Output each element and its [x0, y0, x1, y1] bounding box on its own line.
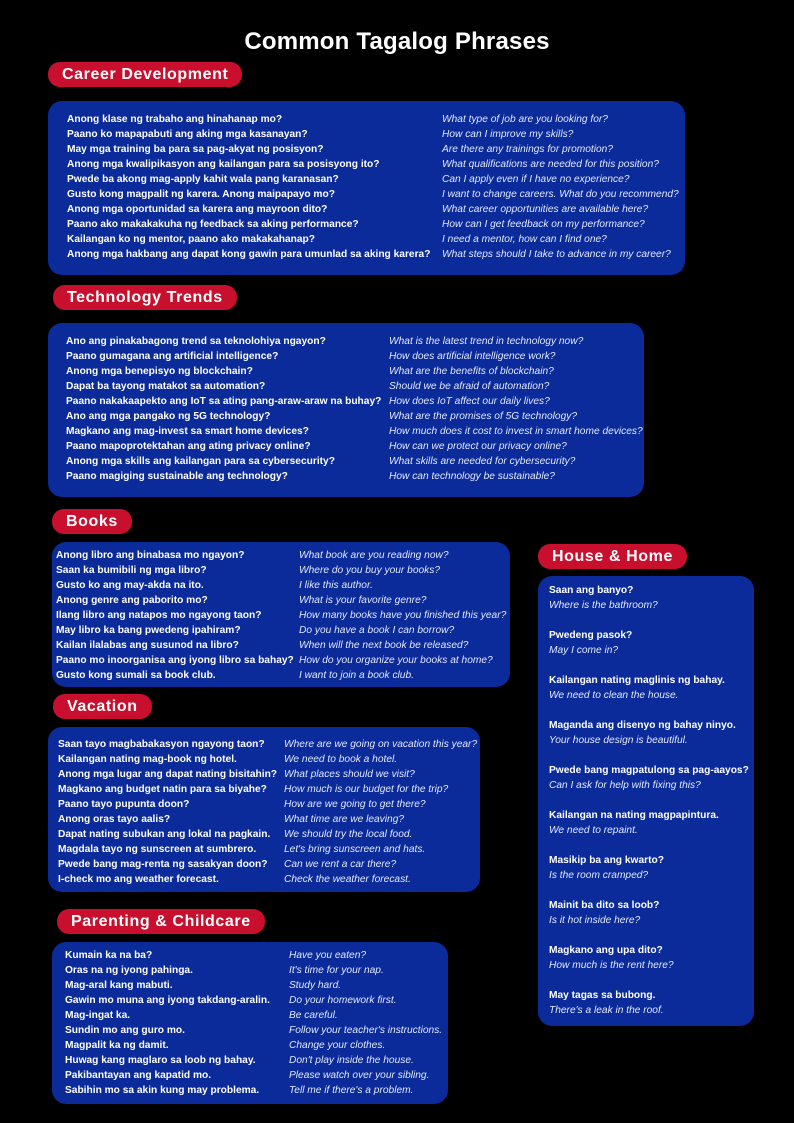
english-translation: What is your favorite genre?	[299, 595, 427, 606]
english-translation: How does artificial intelligence work?	[389, 351, 556, 362]
english-translation: When will the next book be released?	[299, 640, 469, 651]
vacation-heading: Vacation	[53, 694, 152, 719]
english-translation: What book are you reading now?	[299, 550, 449, 561]
vacation-phrase-row	[58, 797, 480, 812]
vacation-phrase-row	[58, 827, 480, 842]
technology-phrase-row	[66, 379, 644, 394]
english-translation: How can technology be sustainable?	[389, 471, 555, 482]
tagalog-phrase: Maganda ang disenyo ng bahay ninyo.	[549, 720, 736, 731]
tagalog-phrase: Paano mo inoorganisa ang iyong libro sa bahay?	[56, 655, 294, 666]
career-phrase-row	[67, 202, 685, 217]
tagalog-phrase: Pwede bang magpatulong sa pag-aayos?	[549, 765, 749, 776]
english-translation: What time are we leaving?	[284, 814, 405, 825]
page-title: Common Tagalog Phrases	[244, 28, 550, 55]
english-translation: Do your homework first.	[289, 995, 397, 1006]
vacation-phrase-row	[58, 752, 480, 767]
english-translation: There's a leak in the roof.	[549, 1005, 664, 1016]
english-translation: Where do you buy your books?	[299, 565, 441, 576]
house-phrase-item	[549, 898, 754, 928]
tagalog-phrase: Kailangan ko ng mentor, paano ako makakahanap?	[67, 234, 315, 245]
vacation-panel	[48, 727, 480, 892]
tagalog-phrase: Magkano ang budget natin para sa biyahe?	[58, 784, 267, 795]
english-translation: Study hard.	[289, 980, 342, 991]
vacation-phrase-row	[58, 812, 480, 827]
parenting-phrase-row	[65, 1083, 448, 1098]
books-phrase-row	[56, 668, 510, 683]
english-translation: What are the promises of 5G technology?	[389, 411, 578, 422]
tagalog-phrase: May mga training ba para sa pag-akyat ng posisyon?	[67, 144, 324, 155]
parenting-phrase-row	[65, 1053, 448, 1068]
parenting-phrase-row	[65, 963, 448, 978]
english-translation: Let's bring sunscreen and hats.	[284, 844, 426, 855]
tagalog-phrase: Gusto ko ang may-akda na ito.	[56, 580, 204, 591]
tagalog-phrase: Mainit ba dito sa loob?	[549, 900, 660, 911]
tagalog-phrase: Paano ko mapapabuti ang aking mga kasanayan?	[67, 129, 308, 140]
tagalog-phrase: Anong mga kwalipikasyon ang kailangan para sa posisyong ito?	[67, 159, 380, 170]
books-phrase-row	[56, 653, 510, 668]
tagalog-phrase: Gawin mo muna ang iyong takdang-aralin.	[65, 995, 270, 1006]
tagalog-phrase: Oras na ng iyong pahinga.	[65, 965, 193, 976]
tagalog-phrase: Sabihin mo sa akin kung may problema.	[65, 1085, 260, 1096]
english-translation: Are there any trainings for promotion?	[442, 144, 614, 155]
tagalog-phrase: Anong oras tayo aalis?	[58, 814, 171, 825]
tagalog-phrase: Paano mapoprotektahan ang ating privacy online?	[66, 441, 311, 452]
tagalog-phrase: Magkano ang upa dito?	[549, 945, 663, 956]
books-phrase-row	[56, 578, 510, 593]
tagalog-phrase: Huwag kang maglaro sa loob ng bahay.	[65, 1055, 256, 1066]
house-phrase-item	[549, 718, 754, 748]
tagalog-phrase: Anong mga lugar ang dapat nating bisitahin?	[58, 769, 278, 780]
tagalog-phrase: Kailangan nating mag-book ng hotel.	[58, 754, 237, 765]
english-translation: Check the weather forecast.	[284, 874, 411, 885]
house-phrase-item	[549, 763, 754, 793]
tagalog-phrase: Paano ako makakakuha ng feedback sa aking performance?	[67, 219, 359, 230]
english-translation: Where is the bathroom?	[549, 600, 658, 611]
technology-phrase-row	[66, 424, 644, 439]
technology-phrase-row	[66, 454, 644, 469]
tagalog-phrase: Magkano ang mag-invest sa smart home devices?	[66, 426, 309, 437]
parenting-phrase-row	[65, 978, 448, 993]
english-translation: How much is our budget for the trip?	[284, 784, 449, 795]
english-translation: Is it hot inside here?	[549, 915, 641, 926]
english-translation: Have you eaten?	[289, 950, 367, 961]
books-phrase-row	[56, 593, 510, 608]
tagalog-phrase: Paano tayo pupunta doon?	[58, 799, 190, 810]
books-phrase-row	[56, 638, 510, 653]
technology-panel	[48, 323, 644, 497]
career-heading: Career Development	[48, 62, 242, 87]
english-translation: Please watch over your sibling.	[289, 1070, 430, 1081]
house-phrase-item	[549, 808, 754, 838]
tagalog-phrase: Saan ka bumibili ng mga libro?	[56, 565, 207, 576]
tagalog-phrase: Saan tayo magbabakasyon ngayong taon?	[58, 739, 265, 750]
career-phrase-row	[67, 127, 685, 142]
english-translation: How does IoT affect our daily lives?	[389, 396, 550, 407]
house-heading: House & Home	[538, 544, 687, 569]
tagalog-phrase: Anong mga benepisyo ng blockchain?	[66, 366, 253, 377]
english-translation: How many books have you finished this year?	[299, 610, 507, 621]
english-translation: It's time for your nap.	[289, 965, 384, 976]
english-translation: How can I get feedback on my performance?	[442, 219, 645, 230]
english-translation: Can I apply even if I have no experience?	[442, 174, 630, 185]
parenting-phrase-row	[65, 1068, 448, 1083]
english-translation: We need to repaint.	[549, 825, 638, 836]
english-translation: Can we rent a car there?	[284, 859, 397, 870]
vacation-phrase-row	[58, 872, 480, 887]
english-translation: May I come in?	[549, 645, 619, 656]
tagalog-phrase: Ano ang pinakabagong trend sa teknolohiya ngayon?	[66, 336, 326, 347]
tagalog-phrase: Gusto kong magpalit ng karera. Anong maipapayo mo?	[67, 189, 335, 200]
english-translation: I want to change careers. What do you recommend?	[442, 189, 679, 200]
tagalog-phrase: Gusto kong sumali sa book club.	[56, 670, 216, 681]
tagalog-phrase: Paano gumagana ang artificial intelligence?	[66, 351, 279, 362]
technology-phrase-row	[66, 409, 644, 424]
english-translation: How much is the rent here?	[549, 960, 674, 971]
technology-phrase-row	[66, 349, 644, 364]
english-translation: What are the benefits of blockchain?	[389, 366, 554, 377]
english-translation: How are we going to get there?	[284, 799, 426, 810]
tagalog-phrase: I-check mo ang weather forecast.	[58, 874, 219, 885]
tagalog-phrase: Ilang libro ang natapos mo ngayong taon?	[56, 610, 262, 621]
house-panel	[538, 576, 754, 1026]
house-phrase-item	[549, 673, 754, 703]
house-phrase-item	[549, 943, 754, 973]
house-phrase-item	[549, 583, 754, 613]
vacation-phrase-row	[58, 767, 480, 782]
english-translation: What qualifications are needed for this position?	[442, 159, 659, 170]
tagalog-phrase: Pakibantayan ang kapatid mo.	[65, 1070, 212, 1081]
technology-phrase-row	[66, 394, 644, 409]
parenting-heading: Parenting & Childcare	[57, 909, 265, 934]
technology-phrase-row	[66, 334, 644, 349]
english-translation: What type of job are you looking for?	[442, 114, 608, 125]
tagalog-phrase: Saan ang banyo?	[549, 585, 634, 596]
english-translation: How can I improve my skills?	[442, 129, 574, 140]
career-phrase-row	[67, 187, 685, 202]
tagalog-phrase: Sundin mo ang guro mo.	[65, 1025, 185, 1036]
technology-phrase-row	[66, 469, 644, 484]
english-translation: How much does it cost to invest in smart home devices?	[389, 426, 643, 437]
english-translation: Be careful.	[289, 1010, 338, 1021]
english-translation: What places should we visit?	[284, 769, 415, 780]
english-translation: How do you organize your books at home?	[299, 655, 493, 666]
parenting-phrase-row	[65, 948, 448, 963]
tagalog-phrase: Magdala tayo ng sunscreen at sumbrero.	[58, 844, 257, 855]
career-phrase-row	[67, 112, 685, 127]
tagalog-phrase: Anong libro ang binabasa mo ngayon?	[56, 550, 245, 561]
tagalog-phrase: Dapat nating subukan ang lokal na pagkain.	[58, 829, 271, 840]
english-translation: What steps should I take to advance in my career?	[442, 249, 671, 260]
career-phrase-row	[67, 247, 685, 262]
books-phrase-row	[56, 548, 510, 563]
tagalog-phrase: Pwede bang mag-renta ng sasakyan doon?	[58, 859, 268, 870]
english-translation: We need to book a hotel.	[284, 754, 398, 765]
english-translation: Your house design is beautiful.	[549, 735, 688, 746]
career-panel	[48, 101, 685, 275]
english-translation: I want to join a book club.	[299, 670, 414, 681]
tagalog-phrase: Ano ang mga pangako ng 5G technology?	[66, 411, 271, 422]
tagalog-phrase: Paano nakakaapekto ang IoT sa ating pang-araw-araw na buhay?	[66, 396, 382, 407]
english-translation: We should try the local food.	[284, 829, 413, 840]
english-translation: Tell me if there's a problem.	[289, 1085, 414, 1096]
technology-heading: Technology Trends	[53, 285, 237, 310]
english-translation: What skills are needed for cybersecurity?	[389, 456, 576, 467]
english-translation: Can I ask for help with fixing this?	[549, 780, 701, 791]
english-translation: We need to clean the house.	[549, 690, 679, 701]
english-translation: I like this author.	[299, 580, 373, 591]
career-phrase-row	[67, 217, 685, 232]
tagalog-phrase: Anong mga skills ang kailangan para sa cybersecurity?	[66, 456, 335, 467]
career-phrase-row	[67, 142, 685, 157]
tagalog-phrase: Kailan ilalabas ang susunod na libro?	[56, 640, 239, 651]
vacation-phrase-row	[58, 737, 480, 752]
tagalog-phrase: Masikip ba ang kwarto?	[549, 855, 664, 866]
tagalog-phrase: Anong mga oportunidad sa karera ang mayroon dito?	[67, 204, 328, 215]
parenting-panel	[52, 942, 448, 1104]
english-translation: How can we protect our privacy online?	[389, 441, 567, 452]
tagalog-phrase: Kailangan na nating magpapintura.	[549, 810, 719, 821]
house-phrase-item	[549, 988, 754, 1018]
english-translation: Don't play inside the house.	[289, 1055, 414, 1066]
tagalog-phrase: Kumain ka na ba?	[65, 950, 153, 961]
tagalog-phrase: Mag-aral kang mabuti.	[65, 980, 173, 991]
english-translation: I need a mentor, how can I find one?	[442, 234, 607, 245]
tagalog-phrase: Magpalit ka ng damit.	[65, 1040, 169, 1051]
tagalog-phrase: Paano magiging sustainable ang technology?	[66, 471, 288, 482]
english-translation: Is the room cramped?	[549, 870, 649, 881]
english-translation: Change your clothes.	[289, 1040, 386, 1051]
parenting-phrase-row	[65, 1008, 448, 1023]
tagalog-phrase: Anong genre ang paborito mo?	[56, 595, 208, 606]
technology-phrase-row	[66, 364, 644, 379]
english-translation: What is the latest trend in technology now?	[389, 336, 584, 347]
tagalog-phrase: May tagas sa bubong.	[549, 990, 656, 1001]
house-phrase-item	[549, 628, 754, 658]
vacation-phrase-row	[58, 782, 480, 797]
english-translation: Do you have a book I can borrow?	[299, 625, 455, 636]
parenting-phrase-row	[65, 993, 448, 1008]
tagalog-phrase: Pwedeng pasok?	[549, 630, 633, 641]
english-translation: Follow your teacher's instructions.	[289, 1025, 443, 1036]
career-phrase-row	[67, 157, 685, 172]
tagalog-phrase: May libro ka bang pwedeng ipahiram?	[56, 625, 241, 636]
books-heading: Books	[52, 509, 132, 534]
tagalog-phrase: Anong klase ng trabaho ang hinahanap mo?	[67, 114, 283, 125]
tagalog-phrase: Dapat ba tayong matakot sa automation?	[66, 381, 266, 392]
english-translation: Should we be afraid of automation?	[389, 381, 550, 392]
career-phrase-row	[67, 232, 685, 247]
career-phrase-row	[67, 172, 685, 187]
tagalog-phrase: Kailangan nating maglinis ng bahay.	[549, 675, 725, 686]
parenting-phrase-row	[65, 1038, 448, 1053]
vacation-phrase-row	[58, 857, 480, 872]
books-phrase-row	[56, 608, 510, 623]
tagalog-phrase: Mag-ingat ka.	[65, 1010, 131, 1021]
books-phrase-row	[56, 623, 510, 638]
english-translation: Where are we going on vacation this year?	[284, 739, 478, 750]
tagalog-phrase: Anong mga hakbang ang dapat kong gawin para umunlad sa aking karera?	[67, 249, 431, 260]
parenting-phrase-row	[65, 1023, 448, 1038]
house-phrase-item	[549, 853, 754, 883]
books-phrase-row	[56, 563, 510, 578]
tagalog-phrase: Pwede ba akong mag-apply kahit wala pang karanasan?	[67, 174, 339, 185]
books-panel	[52, 542, 510, 687]
english-translation: What career opportunities are available here?	[442, 204, 649, 215]
technology-phrase-row	[66, 439, 644, 454]
vacation-phrase-row	[58, 842, 480, 857]
